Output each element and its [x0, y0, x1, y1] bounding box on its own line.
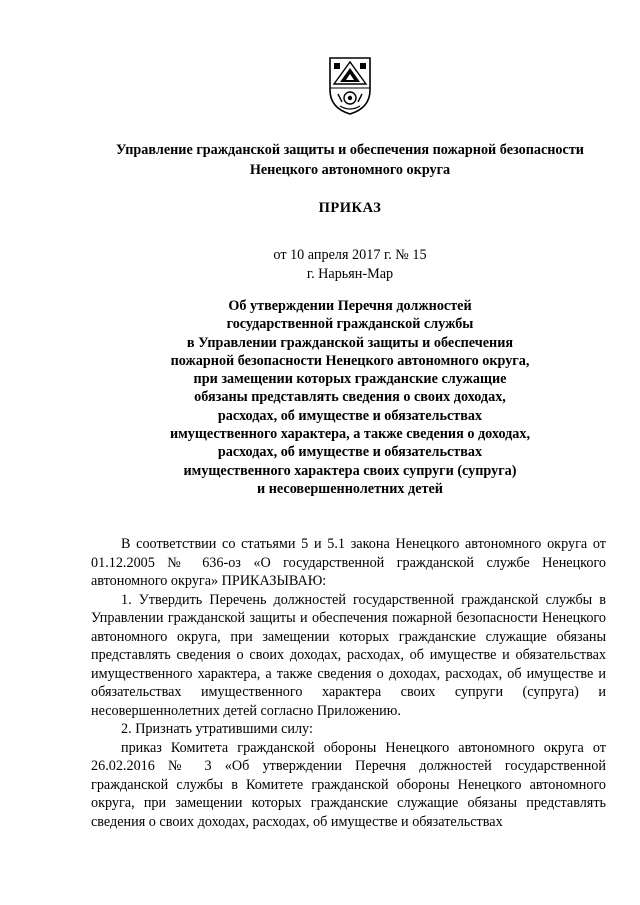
- title-line: и несовершеннолетних детей: [257, 480, 443, 497]
- title-line: в Управлении гражданской защиты и обеспечения: [186, 334, 514, 351]
- organization-name-line-2: Ненецкого автономного округа: [249, 162, 451, 178]
- title-line: обязаны представлять сведения о своих доходах,: [194, 389, 506, 406]
- document-place: г. Нарьян-Мар: [306, 266, 394, 282]
- paragraph-preamble: В соответствии со статьями 5 и 5.1 закона Ненецкого автономного округа от 01.12.2005 № 636-оз «О государственной гражданской службе Ненецкого автономного округа» ПРИКАЗЫВАЮ:: [91, 536, 606, 589]
- paragraph-item-1: 1. Утвердить Перечень должностей государственной гражданской службы в Управлении гражданской защиты и обеспечения пожарной безопасности Ненецкого автономного округа, при замещении которых гражданские служащие обязаны представлять сведения о своих доходах, расходах, об имуществе и обязательствах имущественного характера, а также сведения о доходах, расходах, об имуществе и обязательствах имущественного характера своих супруги (супруга) и несовершеннолетних детей согласно Приложению.: [91, 591, 606, 719]
- paragraph-repealed-order: приказ Комитета гражданской обороны Ненецкого автономного округа от 26.02.2016 № 3 «Об утверждении Перечня должностей государственной гражданской службы в Комитете гражданской обороны Ненецкого автономного округа, при замещении которых гражданские служащие обязаны представлять сведения о своих доходах, расходах, об имуществе и обязательствах: [91, 739, 606, 830]
- nenets-coat-of-arms-icon: [326, 54, 374, 116]
- title-line: расходах, об имуществе и обязательствах: [217, 407, 483, 424]
- document-type: ПРИКАЗ: [318, 200, 382, 216]
- document-title: [130, 297, 570, 498]
- title-line: Об утверждении Перечня должностей: [228, 298, 472, 314]
- title-line: имущественного характера, а также сведения о доходах,: [169, 426, 531, 443]
- title-line: государственной гражданской службы: [226, 316, 474, 333]
- document-body: [91, 535, 606, 831]
- organization-name-line-1: Управление гражданской защиты и обеспечения пожарной безопасности: [116, 142, 584, 158]
- paragraph-item-2: 2. Признать утратившими силу:: [121, 721, 313, 737]
- title-line: расходах, об имуществе и обязательствах: [217, 444, 483, 461]
- title-line: пожарной безопасности Ненецкого автономного округа,: [170, 352, 530, 369]
- document-date: от 10 апреля 2017 г. № 15: [273, 247, 427, 263]
- title-line: при замещении которых гражданские служащие: [193, 371, 507, 388]
- title-line: имущественного характера своих супруги (супруга): [183, 462, 517, 479]
